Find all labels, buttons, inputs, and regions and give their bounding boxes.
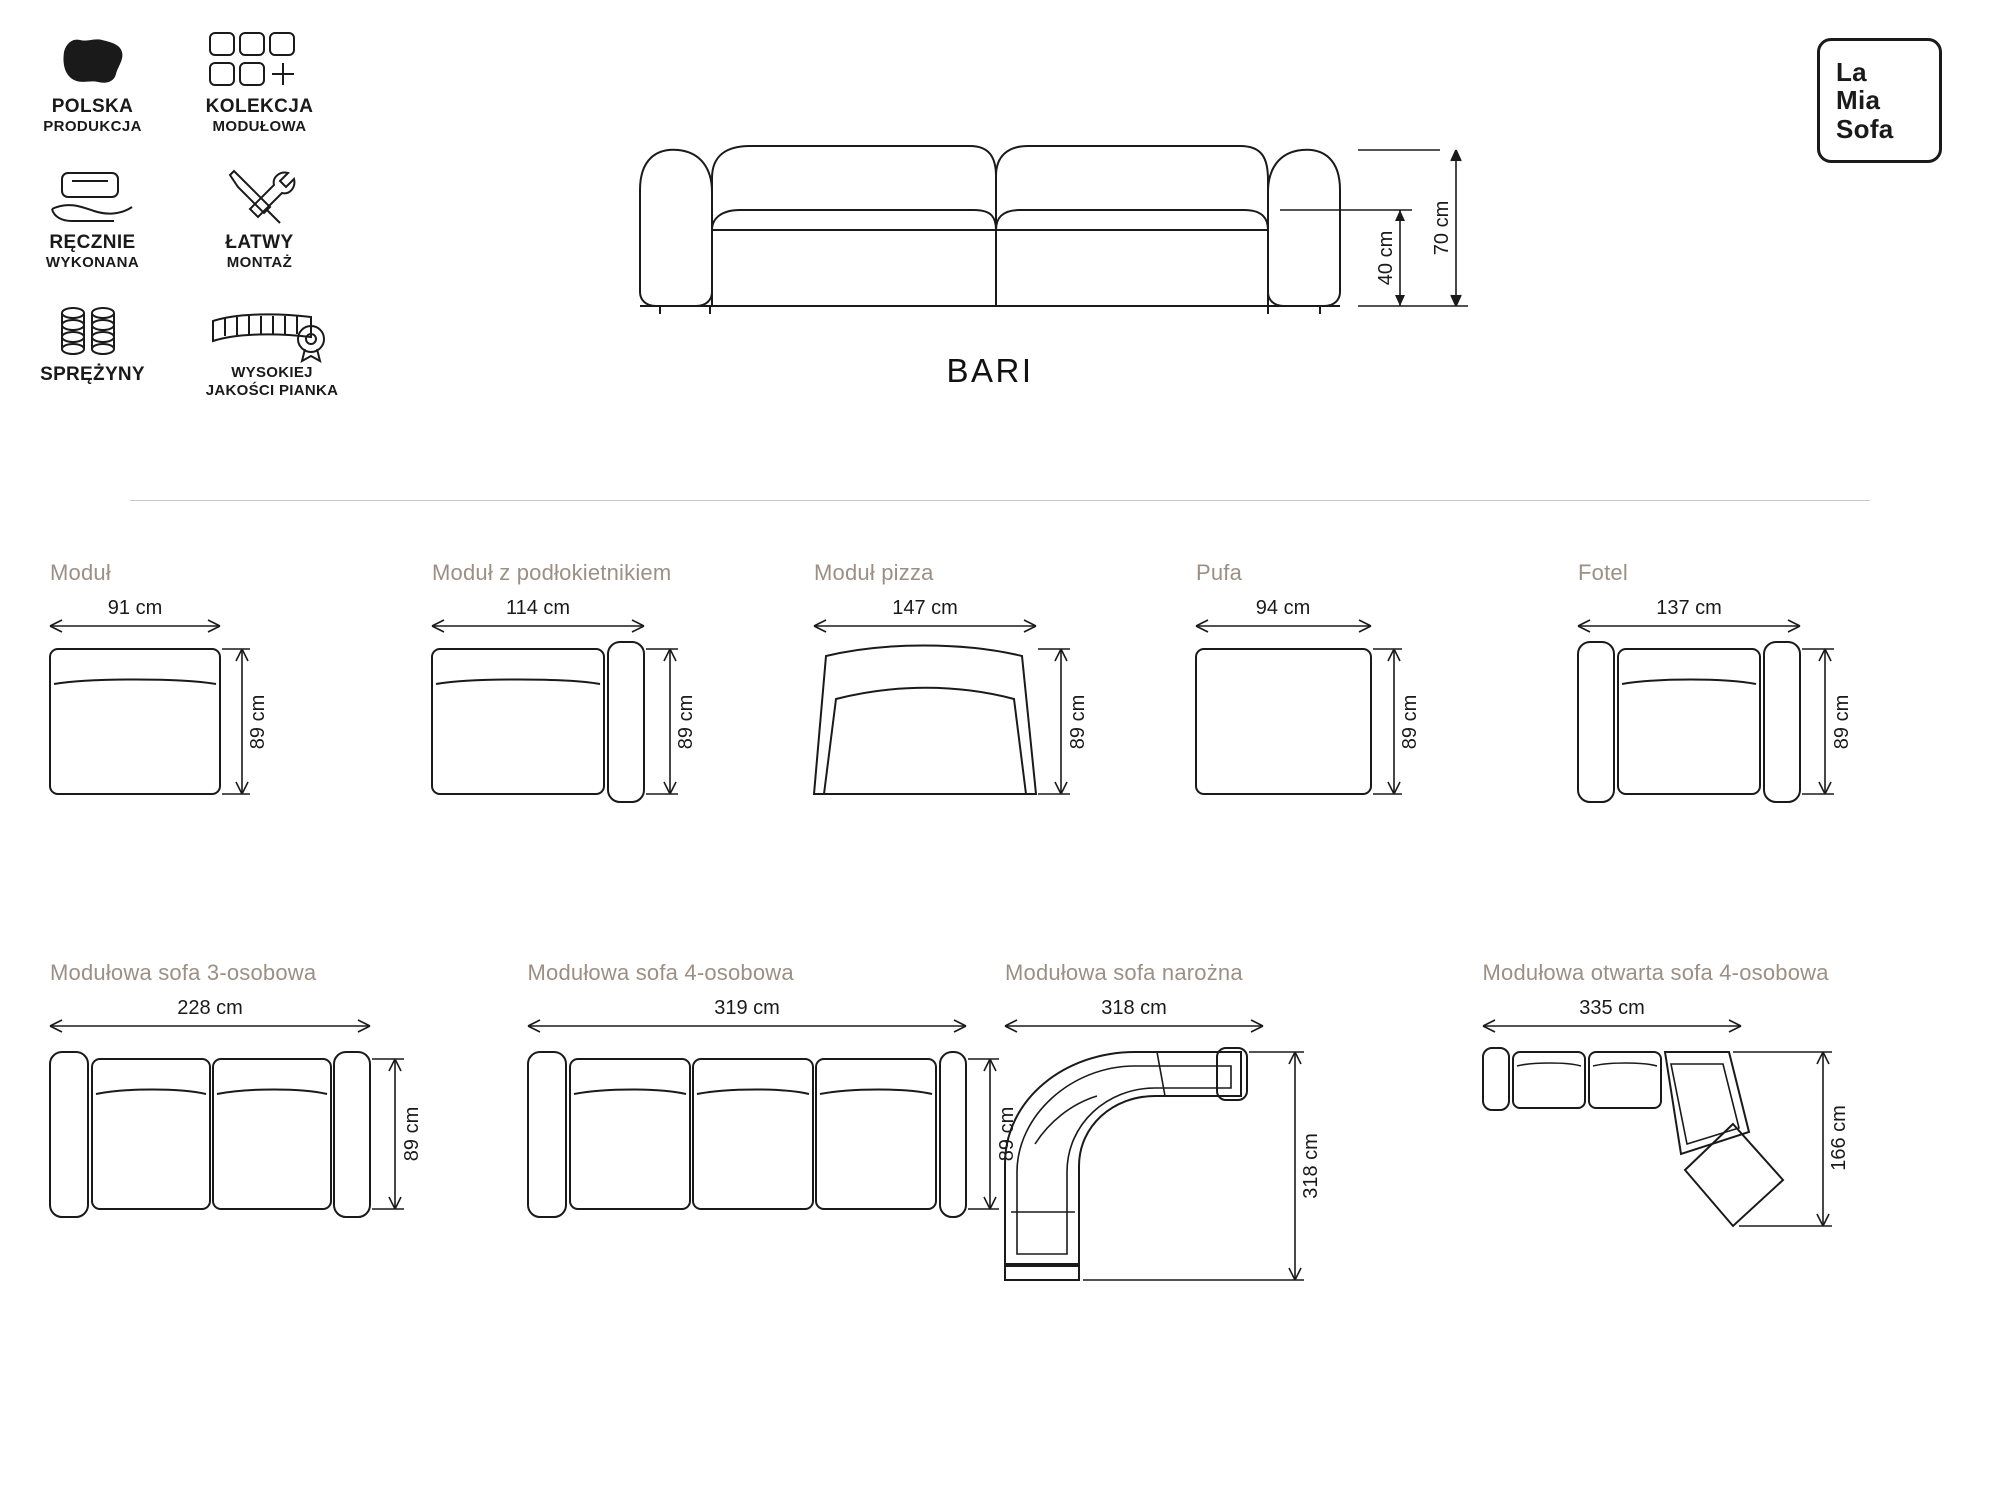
feature-label: POLSKA (51, 96, 134, 117)
feature-row (30, 30, 360, 136)
hero-product (600, 60, 1453, 390)
feature-label: RĘCZNIE (49, 231, 136, 253)
feature-label: ŁATWY (225, 231, 294, 253)
poland-map-icon (30, 30, 155, 92)
product-width: 319 cm (713, 997, 780, 1019)
product-width: 147 cm (892, 597, 958, 619)
sofa-4-seat-top-view-icon (528, 997, 1018, 1324)
product-width: 335 cm (1578, 997, 1645, 1019)
module-pizza-top-view-icon (814, 597, 1114, 844)
product-name: Moduł z podłokietnikiem (432, 560, 672, 585)
product-pufa (1196, 560, 1578, 844)
product-name: Pufa (1196, 560, 1243, 585)
header-section (0, 0, 2000, 500)
product-name: Modułowa otwarta sofa 4-osobowa (1482, 960, 1829, 985)
product-name: Modułowa sofa narożna (1005, 960, 1243, 985)
feature-sublabel: JAKOŚCI PIANKA (205, 381, 339, 399)
feature-sublabel: PRODUKCJA (43, 117, 142, 135)
feature-sublabel: WYKONANA (45, 253, 140, 271)
product-fotel (1578, 560, 1960, 844)
module-armrest-top-view-icon (432, 597, 732, 844)
product-name: Modułowa sofa 3-osobowa (50, 960, 317, 985)
hero-height-seat: 40 cm (1375, 230, 1397, 286)
product-name: Fotel (1578, 560, 1628, 585)
armchair-top-view-icon (1578, 597, 1878, 844)
product-height: 89 cm (1831, 694, 1853, 750)
product-name: Moduł (50, 560, 111, 585)
product-modul (50, 560, 432, 844)
product-height: 89 cm (1399, 694, 1421, 750)
feature-label: KOLEKCJA (205, 96, 314, 117)
product-name: Moduł pizza (814, 560, 934, 585)
hand-sofa-icon (30, 166, 155, 228)
logo-line-3: Sofa (1836, 113, 1894, 144)
logo-line-2: Mia (1836, 85, 1881, 116)
product-height: 89 cm (401, 1106, 423, 1162)
products-row-2 (50, 960, 1960, 1324)
product-height: 89 cm (995, 1106, 1018, 1162)
product-width: 228 cm (177, 997, 243, 1019)
logo-line-1: La (1836, 57, 1867, 88)
product-height: 89 cm (1067, 694, 1089, 750)
feature-row (30, 166, 360, 272)
feature-sprezyny (30, 302, 155, 400)
brand-logo (1817, 38, 1942, 163)
module-top-view-icon (50, 597, 330, 844)
product-name: Modułowa sofa 4-osobowa (527, 960, 794, 985)
product-height: 89 cm (675, 694, 697, 750)
open-sofa-4-seat-top-view-icon (1483, 997, 1903, 1324)
foam-quality-icon (197, 302, 347, 364)
feature-kolekcja-modulowa (197, 30, 322, 136)
feature-sublabel: MONTAŻ (226, 253, 293, 271)
springs-icon (30, 302, 155, 364)
sofa-3-seat-top-view-icon (50, 997, 470, 1324)
page-title: BARI (946, 352, 1034, 389)
product-sofa-3-osobowa (50, 960, 528, 1324)
pouf-top-view-icon (1196, 597, 1476, 844)
product-sofa-4-osobowa (527, 960, 1018, 1324)
section-divider (130, 500, 1870, 501)
feature-polska-produkcja (30, 30, 155, 136)
product-height: 166 cm (1827, 1105, 1850, 1171)
product-sofa-narozna (1005, 960, 1483, 1324)
product-modul-pizza (814, 560, 1196, 844)
feature-sublabel: MODUŁOWA (212, 117, 307, 135)
feature-wysokiej-jakosci-pianka (197, 302, 347, 400)
feature-row (30, 302, 360, 400)
sofa-front-view-icon (600, 60, 1453, 320)
tools-icon (197, 166, 322, 228)
corner-sofa-top-view-icon (1005, 997, 1425, 1324)
product-height: 89 cm (247, 694, 269, 750)
product-width: 94 cm (1255, 597, 1311, 619)
modules-plus-icon (197, 30, 322, 92)
feature-badges (30, 30, 360, 430)
feature-label: SPRĘŻYNY (40, 363, 145, 385)
product-width: 91 cm (107, 597, 163, 619)
feature-label: WYSOKIEJ (231, 363, 313, 381)
product-height: 318 cm (1300, 1133, 1322, 1199)
product-width: 318 cm (1101, 997, 1167, 1019)
feature-latwy-montaz (197, 166, 322, 272)
products-row-1 (50, 560, 1960, 844)
hero-height-total: 70 cm (1431, 200, 1453, 256)
product-width: 114 cm (505, 597, 571, 619)
feature-recznie-wykonana (30, 166, 155, 272)
product-otwarta-sofa-4-osobowa (1483, 960, 1961, 1324)
product-width: 137 cm (1656, 597, 1722, 619)
product-modul-z-podlokietnikiem (432, 560, 814, 844)
